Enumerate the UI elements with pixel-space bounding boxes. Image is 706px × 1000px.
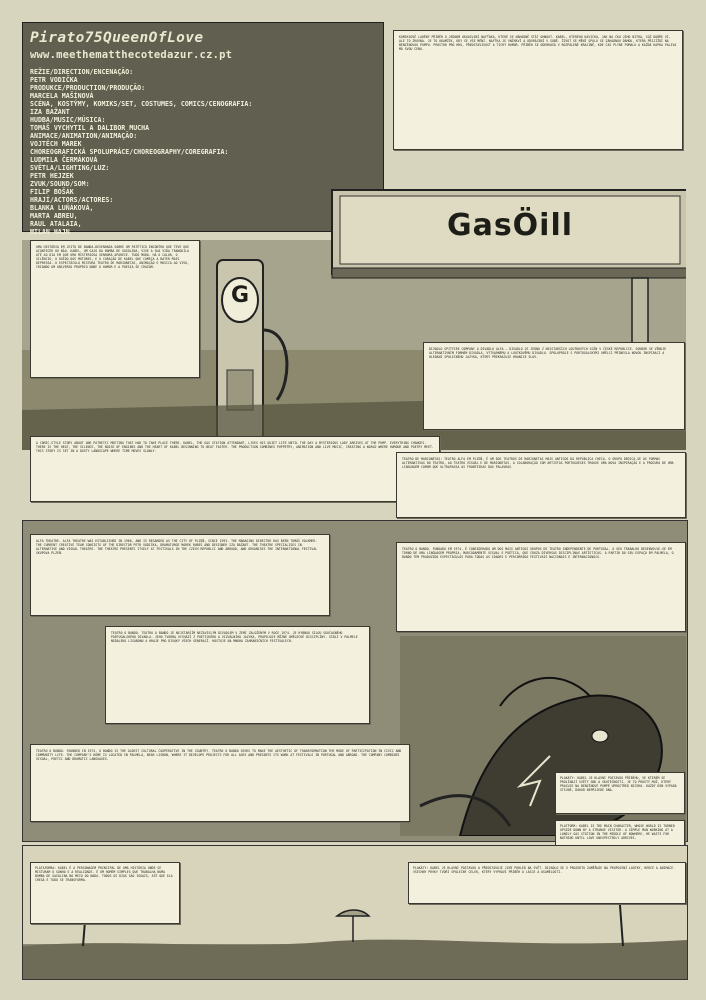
credit-line: VOJTĚCH MAREK <box>30 140 82 148</box>
credit-line: PETR VODIČKA <box>30 76 78 84</box>
gas-sign-text: GasÖill <box>446 208 574 243</box>
paragraph: DIVADLO SPITFIRE COMPANY A DIVADLO ALFA – DIVADLO JE JEDNO Z NEJSTARŠÍCH LOUTKOVÝCH SCÉN V ČESKÉ REPUBLICE. SOUBOR SE VĚNUJE ALTERNATIVNÍM FORMÁM DIVADLA, VÝTVARNÉMU A LOUTKOVÉMU DIVADLU. SPOLUPRÁCE S PORTUGALSKÝMI UMĚLCI PŘINESLA NOVOU INSPIRACI A HLEDÁNÍ SPOLEČNÉHO JAZYKA, KTERÝ PŘEKRAČUJE HRANICE SLOV. <box>429 347 667 359</box>
credit-line: MILAN HAJN <box>30 228 70 236</box>
credit-line: FILIP BOŠÁK <box>30 188 74 196</box>
theatre-text-pt <box>396 542 686 632</box>
theatre-text-cz <box>105 626 370 724</box>
paragraph: PLATAFORMA: KABEL É A PERSONAGEM PRINCIPAL DE UMA HISTÓRIA ONDE SE MISTURAM O SONHO E A REALIDADE. É UM HOMEM SIMPLES QUE TRABALHA NUMA BOMBA DE GASOLINA NO MEIO DO NADA. TODOS OS DIAS SÃO IGUAIS, ATÉ QUE ELA CHEGA E TUDO SE TRANSFORMA. <box>35 866 173 882</box>
poster-title: Pirato75QueenOfLove <box>30 30 204 46</box>
credit-line: IZA BAŽANT <box>30 108 70 116</box>
credit-line: CHOREOGRAFICKÁ SPOLUPRÁCE/CHOREOGRAPHY/COREGRAFIA: <box>30 148 229 156</box>
credit-line: LUDMILA ČERMÁKOVÁ <box>30 156 98 164</box>
paragraph: TEATRO O BANDO. FUNDADO EM 1974, É CONSIDERADO UM DOS MAIS ANTIGOS GRUPOS DE TEATRO INDEPENDENTE DE PORTUGAL. O SEU TRABALHO DESENVOLVE-SE EM TORNO DE UMA LINGUAGEM PRÓPRIA, MARCADAMENTE VISUAL E POÉTICA, QUE CRUZA DIVERSAS DISCIPLINAS ARTÍSTICAS. A PARTIR DO SEU ESPAÇO EM PALMELA, O BANDO TEM PRODUZIDO ESPECTÁCULOS PARA TODAS AS IDADES E PERCORRIDO FESTIVAIS NACIONAIS E INTERNACIONAIS. <box>402 547 674 559</box>
credit-line: PETR HEJZEK <box>30 172 74 180</box>
studio-text-pt <box>396 452 686 518</box>
credit-line: MARCELA MAŠÍNOVÁ <box>30 92 94 100</box>
paragraph: PLAKÁTY: KABEL JE HLAVNÍ POSTAVOU A PŘEDSTAVUJE JINÝ POHLED NA SVĚT. DIVADLO SE V PROJEKTU ZAMĚŘUJE NA PROPOJENÍ LOUTKY, HERCE A ANIMACE. VŠECHNY PRVKY TVOŘÍ SPOLEČNÝ CELEK, KTERÝ VYPRÁVÍ PŘÍBĚH O LÁSCE A OSAMĚLOSTI. <box>413 866 676 874</box>
credit-line: ZVUK/SOUND/SOM: <box>30 180 90 188</box>
paragraph: TEATRO O BANDO. TEATRO O BANDO JE NEJSTARŠÍM NEZÁVISLÝM DIVADLEM V ZEMI ZALOŽENÝM V ROCE 1974. JE HYBNOU SILOU SOUČASNÉHO PORTUGALSKÉHO DIVADLA. JEHO TVORBA VYCHÁZÍ Z POETICKÉHO A VIZUÁLNÍHO JAZYKA, PROPOJUJE RŮZNÉ UMĚLECKÉ DISCIPLÍNY. SÍDLÍ V PALMELE NEDALEKO LISABONU A HRAJE PRO DIVÁKY VŠECH GENERACÍ. HOSTUJE NA MNOHA ZAHRANIČNÍCH FESTIVALECH. <box>111 631 358 643</box>
paragraph: UMA HISTÓRIA EM JEITO DE BANDA-DESENHADA SOBRE UM PATÉTICO ENCONTRO QUE TEVE QUE ACONTECER OU NÃO. KABEL, UM GAJO DA BOMBA DE GASOLINA, VIVE A SUA VIDA TRANQUILA ATÉ AO DIA EM QUE UMA MISTERIOSA SENHORA APARECE. TUDO MUDA. HÁ O CALOR, O SILÊNCIO, O RUÍDO DOS MOTORES, E O CORAÇÃO DE KABEL QUE COMEÇA A BATER MAIS DEPRESSA. O ESPECTÁCULO MISTURA TEATRO DE MARIONETAS, ANIMAÇÃO E MÚSICA AO VIVO, CRIANDO UM UNIVERSO PRÓPRIO ONDE O HUMOR E A POESIA SE CRUZAM. <box>36 245 190 269</box>
intro-text-cz <box>393 30 683 150</box>
studio-text-en <box>30 534 330 616</box>
credit-line: MARTA ABREU, <box>30 212 78 220</box>
paragraph: PLATFORM: KABEL IS THE MAIN CHARACTER, WHOSE WORLD IS TURNED UPSIDE DOWN BY A STRANGE VISITOR. A SIMPLE MAN WORKING AT A LONELY GAS STATION IN THE MIDDLE OF NOWHERE, HE WAITS FOR NOTHING UNTIL LOVE UNEXPECTEDLY ARRIVES. <box>560 824 675 840</box>
paragraph: TEATRO DE MARIONETAS: TEATRO ALFA EM PLZEŇ, É UM DOS TEATROS DE MARIONETAS MAIS ANTIGOS DA REPÚBLICA CHECA. O GRUPO DEDICA-SE ÀS FORMAS ALTERNATIVAS DO TEATRO, AO TEATRO VISUAL E DE MARIONETAS. A COLABORAÇÃO COM ARTISTAS PORTUGUESES TROUXE UMA NOVA INSPIRAÇÃO E A PROCURA DE UMA LINGUAGEM COMUM QUE ULTRAPASSA AS FRONTEIRAS DAS PALAVRAS. <box>402 457 674 469</box>
theatre-text-en <box>30 744 410 822</box>
credit-line: SCÉNA, KOSTÝMY, KOMIKS/SET, COSTUMES, COMICS/CENOGRAFIA: <box>30 100 253 108</box>
kabel-text-cz <box>555 772 685 814</box>
credit-line: PRODUKCE/PRODUCTION/PRODUÇÃO: <box>30 84 146 92</box>
credit-line: TOMÁŠ VYCHYTIL A DALIBOR MUCHA <box>30 124 150 132</box>
paragraph: ALFA THEATRE. ALFA THEATRE WAS ESTABLISHED IN 1966, AND IS REGARDED AS THE CITY OF PLZEŇ, SINCE 1993. THE MANAGING DIRECTOR HAS BEEN TOMÁŠ VOLKMER. THE CURRENT CREATIVE TEAM CONSISTS OF THE DIRECTOR PETR VODIČKA, DRAMATURGE MAREK RUBEŠ AND DESIGNER IZA BAŽANT. THE THEATRE SPECIALISES IN ALTERNATIVE AND VISUAL THEATRE. THE THEATRE PRESENTS ITSELF AT FESTIVALS IN THE CZECH REPUBLIC AND ABROAD, AND ORGANISES THE INTERNATIONAL FESTIVAL SKUPOVA PLZEŇ. <box>36 539 318 555</box>
credit-line: SVĚTLA/LIGHTING/LUZ: <box>30 164 110 172</box>
studio-text-cz <box>423 342 685 430</box>
kabel-text-pt <box>30 862 180 924</box>
intro-text-en <box>30 436 440 502</box>
credit-line: HRAJÍ/ACTORS/ACTORES: <box>30 196 114 204</box>
footer-text-cz <box>408 862 686 904</box>
credit-line: REŽIE/DIRECTION/ENCENAÇÃO: <box>30 68 134 76</box>
credit-line: BLANKA LUŇÁKOVÁ, <box>30 204 94 212</box>
website-url[interactable]: www.meethematthecotedazur.cz.pt <box>30 49 233 61</box>
credit-line: ANIMACE/ANIMATION/ANIMAÇÃO: <box>30 132 138 140</box>
paragraph: A COMIC-STYLE STORY ABOUT ONE PATHETIC MEETING THAT HAD TO TAKE PLACE THERE. KABEL, THE GAS STATION ATTENDANT, LIVES HIS QUIET LIFE UNTIL THE DAY A MYSTERIOUS LADY ARRIVES AT THE PUMP. EVERYTHING CHANGES. THERE IS THE HEAT, THE SILENCE, THE NOISE OF ENGINES AND THE HEART OF KABEL BEGINNING TO BEAT FASTER. THE PRODUCTION COMBINES PUPPETRY, ANIMATION AND LIVE MUSIC, CREATING A WORLD WHERE HUMOUR AND POETRY MEET. THIS STORY IS SET IN A DUSTY LANDSCAPE WHERE TIME MOVES SLOWLY. <box>36 441 434 453</box>
intro-text-pt <box>30 240 200 378</box>
paragraph: TEATRO O BANDO. FOUNDED IN 1974, O BANDO IS THE OLDEST CULTURAL COOPERATIVE IN THE COUNTRY. TEATRO O BANDO SEEKS TO MAKE THE AESTHETIC OF TRANSFORMATION THE MODE OF PARTICIPATION IN CIVIC AND COMMUNITY LIFE. THE COMPANY'S HOME IS LOCATED IN PALMELA, NEAR LISBON, WHERE IT DEVELOPS PROJECTS FOR ALL AGES AND PRESENTS ITS WORK AT FESTIVALS IN PORTUGAL AND ABROAD. THE COMPANY COMBINES VISUAL, POETIC AND DRAMATIC LANGUAGES. <box>36 749 402 761</box>
paragraph: PLAKÁTY: KABEL JE HLAVNÍ POSTAVOU PŘÍBĚHU, VE KTERÉM SE PROLÍNAJÍ SVĚTY SNU A SKUTEČNOSTI. JE TO PROSTÝ MUŽ, KTERÝ PRACUJE NA BENZÍNOVÉ PUMPĚ UPROSTŘED NIČEHO. KAŽDÝ DEN VYPADÁ STEJNĚ, DOKUD NEPŘIJEDE ONA. <box>560 776 677 792</box>
credit-line: HUDBA/MUSIC/MÚSICA: <box>30 116 106 124</box>
pump-letter: G <box>230 283 250 308</box>
credit-line: RAUL ATALAIA, <box>30 220 82 228</box>
paragraph: KOMIKSOVĚ LADĚNÝ PŘÍBĚH O JEDNOM OKOUZLENÍ NAFŤÁKA, KTERÉ SE NÁHODNĚ STÁT OHNOUT. KABEL, KTERÉHO KÁVIČKA, JAK NA ČKU JEHO NITRA, COŽ DOBŘE VÍ, ALE TO ZROVNA. JE TO OKAMŽIK, KDY SE VŠE MĚNÍ. NAFTKA JE VNÍMAVÍ A ODVRÁCENÍ V SOBĚ. ŽIVOT SE MĚNÍ SPOLU SE ZÁHADNOU DÁMOU, KTERÁ PŘIJÍŽDÍ NA BENZÍNOVOU PUMPU. PROSTOR PRO HRU, PŘEDSTAVIVOST A TICHÝ HUMOR. PŘÍBĚH SE ODEHRÁVÁ V ROZPÁLENÉ KRAJINĚ, KDE ČAS PLYNE POMALU A KAŽDÁ KAPKA PALIVA MÁ SVOU CENU. <box>399 35 677 51</box>
